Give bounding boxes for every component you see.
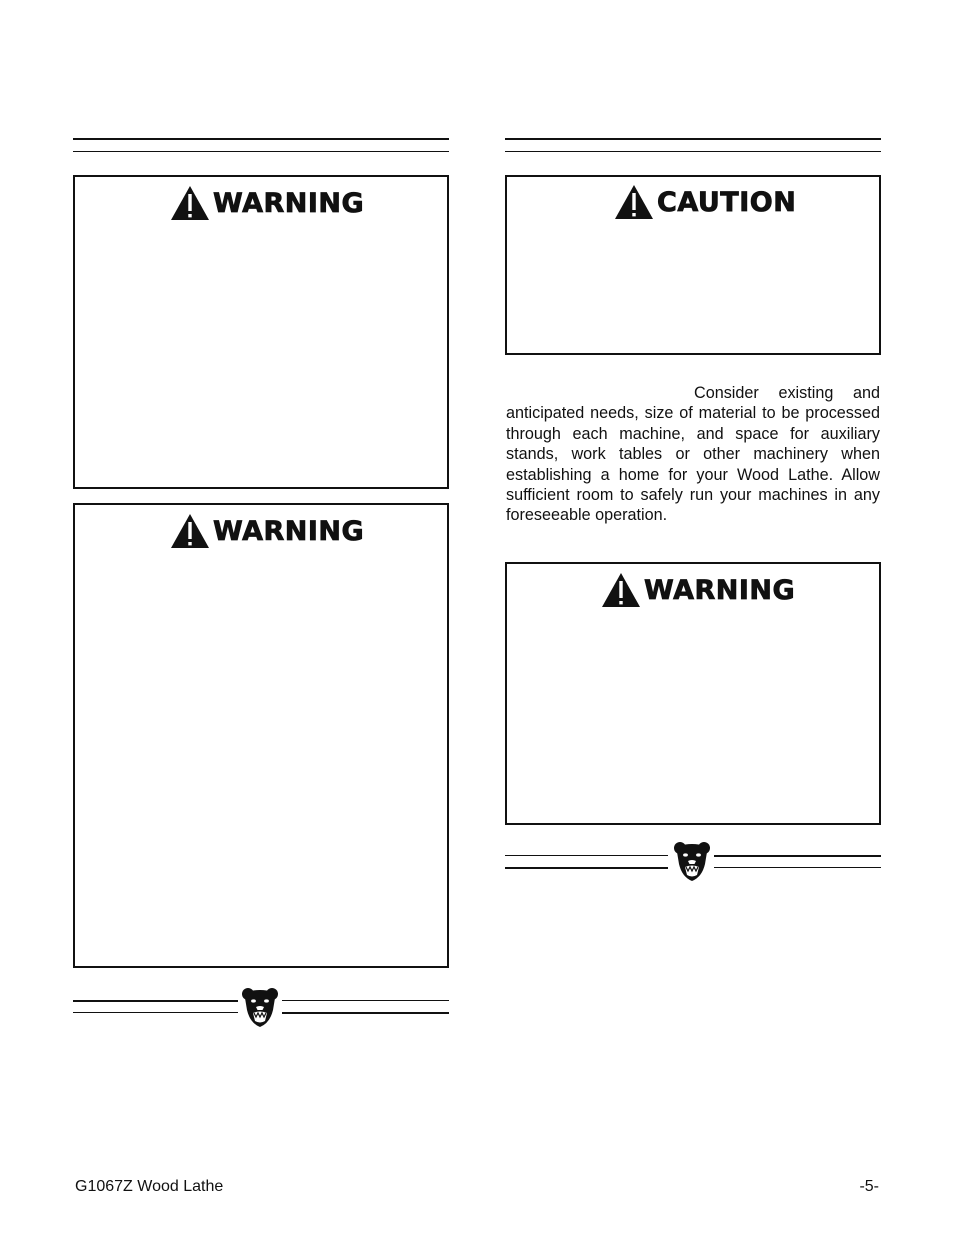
warning-triangle-icon — [601, 572, 641, 608]
grizzly-bear-logo-icon — [673, 840, 711, 882]
warning-header-1 — [170, 185, 364, 221]
left-section-end-divider — [73, 985, 449, 1030]
caution-box — [505, 175, 881, 355]
grizzly-bear-logo-icon — [241, 986, 279, 1028]
footer-model-title: G1067Z Wood Lathe — [75, 1178, 224, 1195]
warning-triangle-icon — [170, 513, 210, 549]
caution-header — [614, 184, 796, 220]
warning-signal-word: WARNING — [213, 187, 365, 219]
right-section-header-rule — [505, 138, 881, 140]
left-section-header-rule — [73, 138, 449, 140]
warning-triangle-icon — [170, 185, 210, 221]
left-section-sub-rule — [73, 151, 449, 152]
warning-header-3 — [601, 572, 795, 608]
warning-signal-word: WARNING — [213, 515, 365, 547]
footer-page-number: -5- — [859, 1178, 879, 1195]
caution-signal-word: CAUTION — [657, 186, 797, 218]
right-section-end-divider — [505, 840, 881, 885]
warning-signal-word: WARNING — [644, 574, 796, 606]
right-section-sub-rule — [505, 151, 881, 152]
warning-box-1 — [73, 175, 449, 489]
warning-header-2 — [170, 513, 364, 549]
warning-box-3 — [505, 562, 881, 825]
placement-paragraph-text: Consider existing and anticipated needs, size of material to be processed through each machine, and space for auxiliary stands, work tables or other machinery when establishing a home for your Wood Lathe. Allow sufficient room to safely run your machines in any foreseeable operation. — [506, 384, 880, 525]
warning-box-2 — [73, 503, 449, 968]
placement-paragraph — [506, 383, 880, 526]
warning-triangle-icon — [614, 184, 654, 220]
